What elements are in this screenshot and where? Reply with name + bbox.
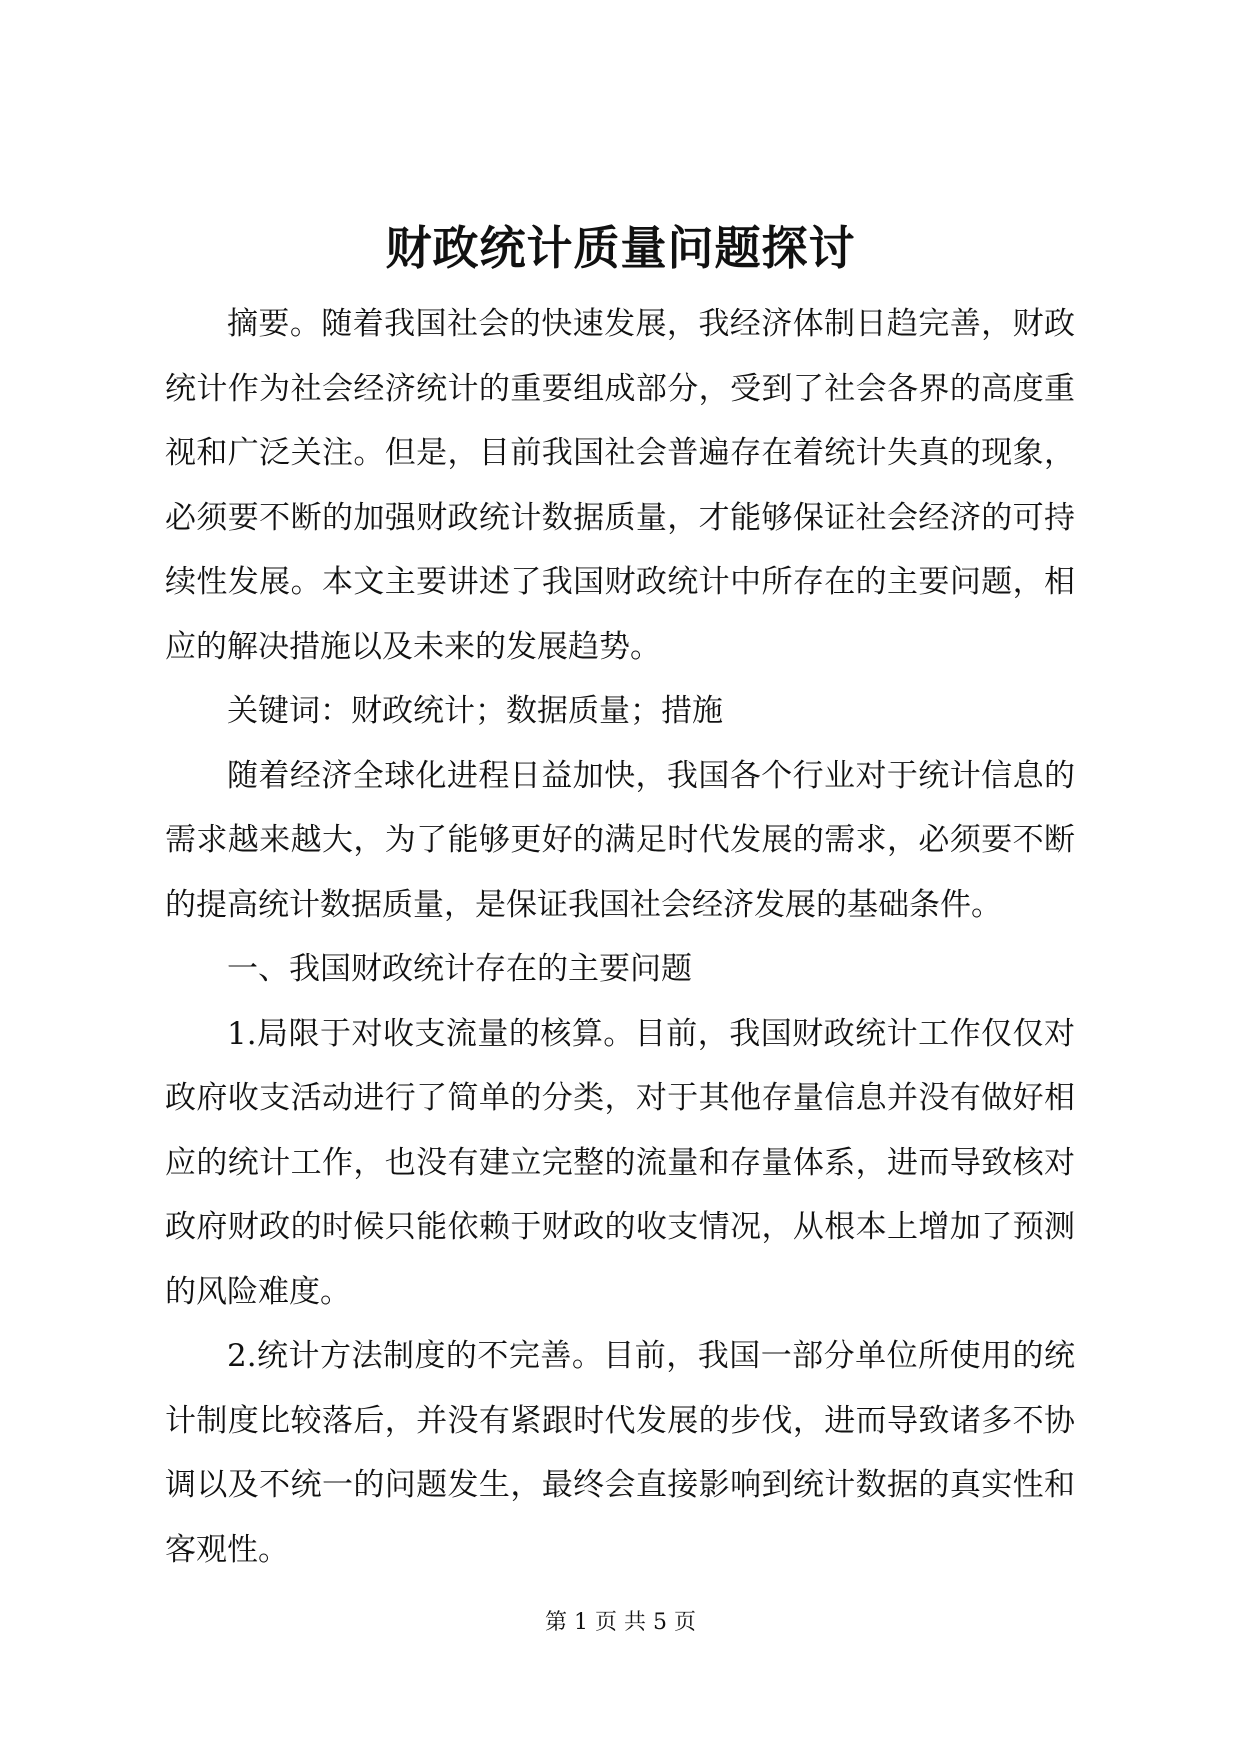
problem-2-paragraph: 2.统计方法制度的不完善。目前，我国一部分单位所使用的统计制度比较落后，并没有紧跟时代发展的步伐，进而导致诸多不协调以及不统一的问题发生，最终会直接影响到统计数据的真实性和客观性。 xyxy=(165,1338,1075,1568)
document-title: 财政统计质量问题探讨 xyxy=(385,221,856,275)
document-body xyxy=(165,292,1075,1582)
section-heading: 一、我国财政统计存在的主要问题 xyxy=(227,951,692,987)
intro-paragraph: 随着经济全球化进程日益加快，我国各个行业对于统计信息的需求越来越大，为了能够更好的满足时代发展的需求，必须要不断的提高统计数据质量，是保证我国社会经济发展的基础条件。 xyxy=(165,757,1075,923)
page-footer: 第 1 页 共 5 页 xyxy=(545,1610,696,1635)
abstract-paragraph: 摘要。随着我国社会的快速发展，我经济体制日趋完善，财政统计作为社会经济统计的重要组成部分，受到了社会各界的高度重视和广泛关注。但是，目前我国社会普遍存在着统计失真的现象，必须要不断的加强财政统计数据质量，才能够保证社会经济的可持续性发展。本文主要讲述了我国财政统计中所存在的主要问题，相应的解决措施以及未来的发展趋势。 xyxy=(165,306,1075,665)
keywords-paragraph: 关键词：财政统计；数据质量；措施 xyxy=(227,693,723,729)
problem-1-paragraph: 1.局限于对收支流量的核算。目前，我国财政统计工作仅仅对政府收支活动进行了简单的分类，对于其他存量信息并没有做好相应的统计工作，也没有建立完整的流量和存量体系，进而导致核对政府财政的时候只能依赖于财政的收支情况，从根本上增加了预测的风险难度。 xyxy=(165,1015,1075,1310)
